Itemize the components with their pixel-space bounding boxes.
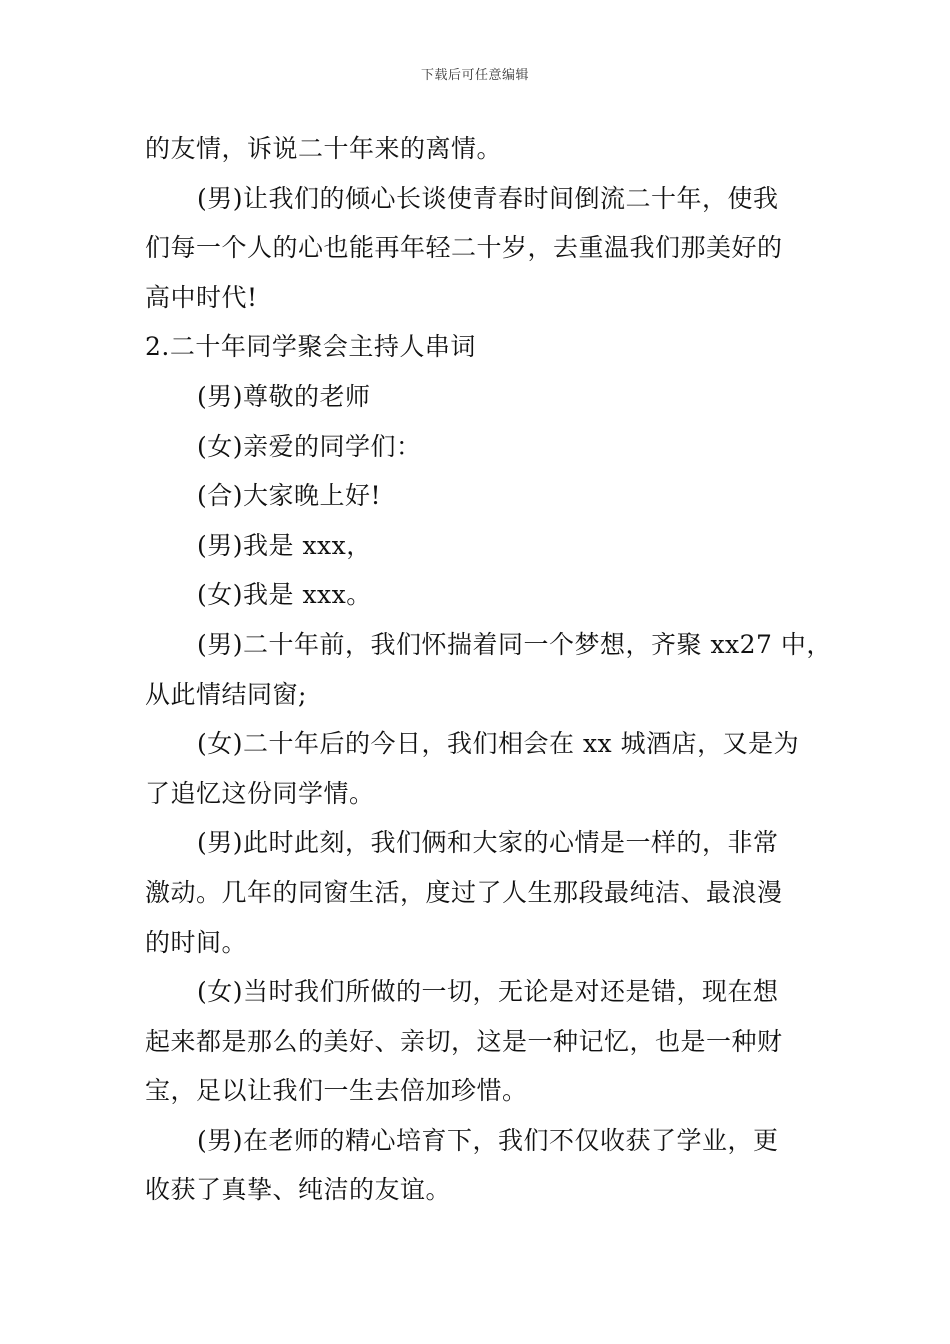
section-heading: 2.二十年同学聚会主持人串词 [145,332,476,362]
page-header: 下载后可任意编辑 [420,68,529,83]
text-line: (女)当时我们所做的一切，无论是对还是错，现在想 [197,977,779,1007]
text-line: 宝，足以让我们一生去倍加珍惜。 [145,1076,528,1106]
text-line: (合)大家晚上好! [197,481,382,511]
text-line: (女)亲爱的同学们： [197,431,422,461]
text-line: 了追忆这份同学情。 [145,778,375,808]
text-line: 的时间。 [145,927,248,957]
text-line: 高中时代! [145,282,258,312]
text-line: (男)此时此刻，我们俩和大家的心情是一样的，非常 [197,828,779,858]
text-line: (男)让我们的倾心长谈使青春时间倒流二十年，使我 [197,183,779,213]
text-line: (男)二十年前，我们怀揣着同一个梦想，齐聚 xx27 中， [197,629,832,659]
text-line: 从此情结同窗; [145,679,307,709]
text-line: (男)尊敬的老师 [197,381,371,411]
text-line: (女)我是 xxx。 [197,580,372,610]
text-line: 起来都是那么的美好、亲切，这是一种记忆，也是一种财 [145,1026,783,1056]
text-line: 收获了真挚、纯洁的友谊。 [145,1175,452,1205]
document-body [145,124,832,1215]
text-line: 的友情，诉说二十年来的离情。 [145,134,503,163]
text-line: 们每一个人的心也能再年轻二十岁，去重温我们那美好的 [145,233,783,263]
text-line: 激动。几年的同窗生活，度过了人生那段最纯洁、最浪漫 [145,877,783,907]
text-line: (男)我是 xxx， [197,530,372,560]
text-line: (女)二十年后的今日，我们相会在 xx 城酒店，又是为 [197,729,800,759]
text-line: (男)在老师的精心培育下，我们不仅收获了学业，更 [197,1125,779,1155]
